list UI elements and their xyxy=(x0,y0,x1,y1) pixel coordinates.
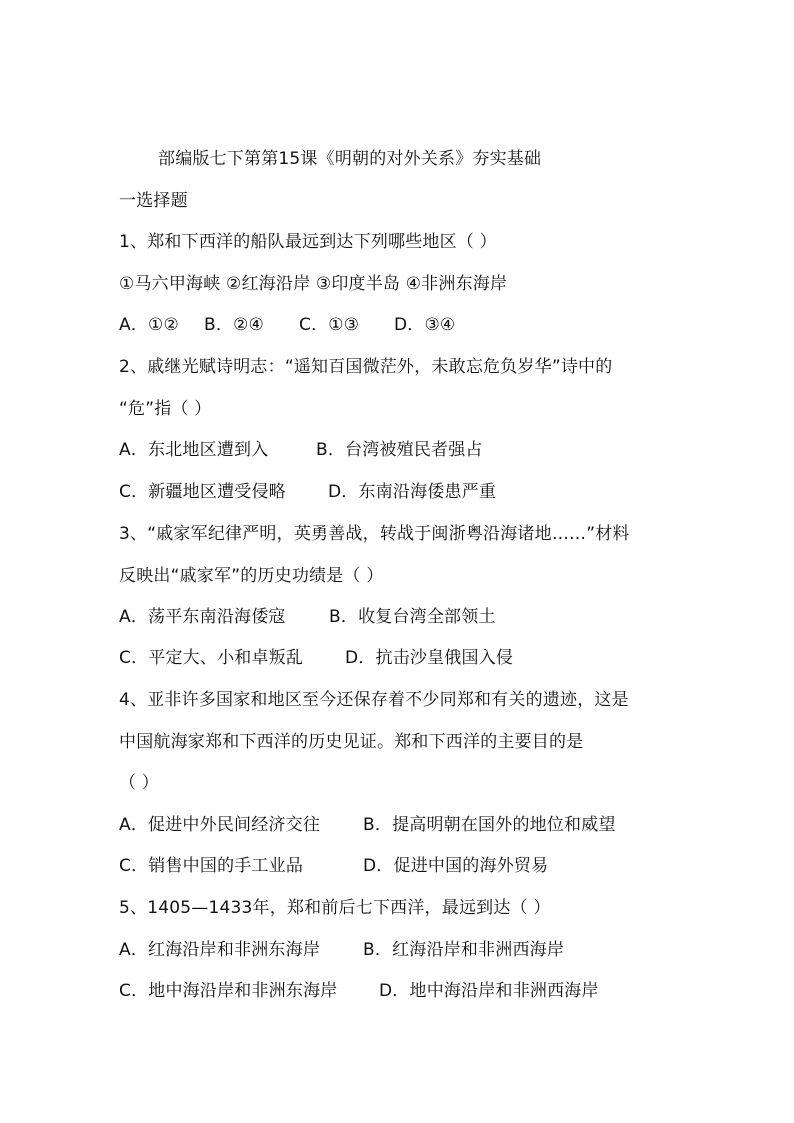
option-c: C．新疆地区遭受侵略 xyxy=(119,482,286,502)
question-2-stem-line-1: 2、戚继光赋诗明志：“遥知百国微茫外，未敢忘危负岁华”诗中的 xyxy=(119,357,613,377)
option-a: A．东北地区遭到入 xyxy=(119,440,269,460)
option-b: B．红海沿岸和非洲西海岸 xyxy=(363,940,565,960)
question-2-options-row-2 xyxy=(119,480,496,504)
question-5-options-row-1 xyxy=(119,938,564,962)
option-a: A．红海沿岸和非洲东海岸 xyxy=(119,940,321,960)
question-3-options-row-2 xyxy=(119,646,513,670)
option-d: D．③④ xyxy=(394,315,456,335)
option-c: C．①③ xyxy=(299,315,360,335)
question-3-stem-line-1: 3、“戚家军纪律严明，英勇善战，转战于闽浙粤沿海诸地……”材料 xyxy=(119,524,630,544)
question-4-options-row-2 xyxy=(119,854,548,878)
question-2-options-row-1 xyxy=(119,438,483,462)
question-1-options xyxy=(119,313,455,337)
option-a: A．促进中外民间经济交往 xyxy=(119,815,321,835)
option-d: D．地中海沿岸和非洲西海岸 xyxy=(379,981,599,1001)
option-d: D．抗击沙皇俄国入侵 xyxy=(345,648,514,668)
option-a: A．①② xyxy=(119,315,179,335)
option-b: B．提高明朝在国外的地位和威望 xyxy=(363,815,616,835)
question-4-stem-line-2: 中国航海家郑和下西洋的历史见证。郑和下西洋的主要目的是 xyxy=(119,732,584,752)
option-c: C．平定大、小和卓叛乱 xyxy=(119,648,304,668)
question-4-stem-line-1: 4、亚非许多国家和地区至今还保存着不少同郑和有关的遗迹，这是 xyxy=(119,690,629,710)
question-5-stem: 5、1405—1433年，郑和前后七下西洋，最远到达（ ） xyxy=(119,898,551,918)
option-c: C．地中海沿岸和非洲东海岸 xyxy=(119,981,338,1001)
question-2-stem-line-2: “危”指（ ） xyxy=(119,399,212,419)
question-3-options-row-1 xyxy=(119,605,496,629)
option-b: B．②④ xyxy=(204,315,264,335)
section-heading: 一选择题 xyxy=(119,191,188,211)
option-b: B．台湾被殖民者强占 xyxy=(316,440,483,460)
question-4-options-row-1 xyxy=(119,813,616,837)
option-a: A．荡平东南沿海倭寇 xyxy=(119,607,286,627)
question-1-choices-list: ①马六甲海峡 ②红海沿岸 ③印度半岛 ④非洲东海岸 xyxy=(119,274,508,294)
question-1-stem: 1、郑和下西洋的船队最远到达下列哪些地区（ ） xyxy=(119,232,497,252)
question-3-stem-line-2: 反映出“戚家军”的历史功绩是（ ） xyxy=(119,566,384,586)
option-d: D．促进中国的海外贸易 xyxy=(363,856,549,876)
question-5-options-row-2 xyxy=(119,979,599,1003)
document-title: 部编版七下第第15课《明朝的对外关系》夯实基础 xyxy=(158,149,542,169)
option-d: D．东南沿海倭患严重 xyxy=(328,482,497,502)
option-c: C．销售中国的手工业品 xyxy=(119,856,304,876)
option-b: B．收复台湾全部领土 xyxy=(329,607,496,627)
question-4-stem-line-3: （ ） xyxy=(119,773,160,793)
